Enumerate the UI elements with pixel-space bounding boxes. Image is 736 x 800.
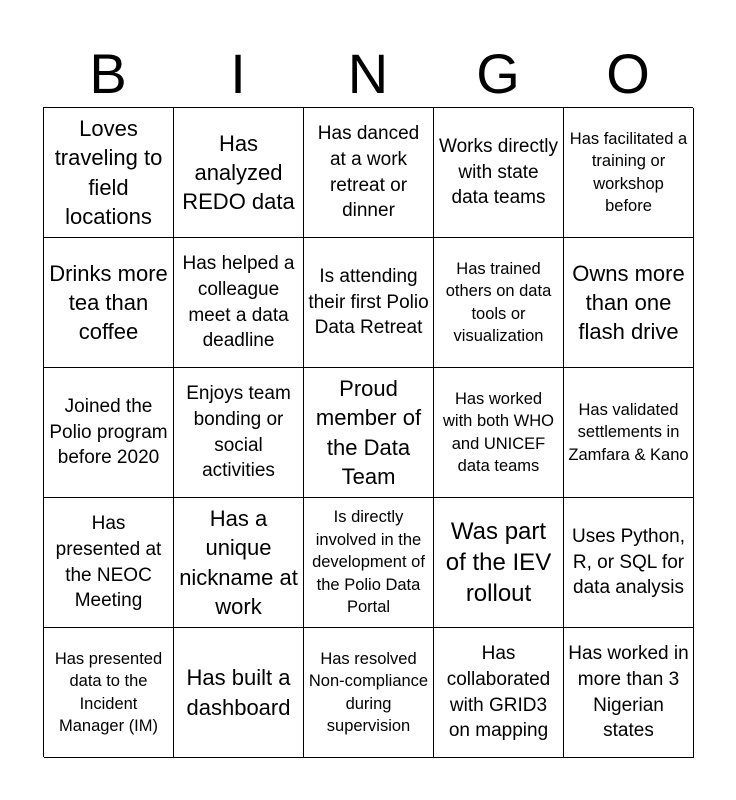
bingo-cell-r1-c2[interactable]	[174, 108, 304, 238]
bingo-board	[43, 107, 693, 757]
cell-text: Has facilitated a training or workshop before	[569, 129, 688, 215]
bingo-cell-r2-c3[interactable]	[304, 238, 434, 368]
cell-text: Proud member of the Data Team	[315, 376, 422, 489]
cell-text: Has trained others on data tools or visualization	[445, 259, 552, 345]
bingo-cell-r2-c1[interactable]	[44, 238, 174, 368]
bingo-cell-r2-c4[interactable]	[434, 238, 564, 368]
bingo-cell-r3-c1[interactable]	[44, 368, 174, 498]
cell-text: Was part of the IEV rollout	[445, 517, 552, 608]
bingo-cell-r1-c4[interactable]	[434, 108, 564, 238]
header-letter-o: O	[606, 42, 650, 105]
cell-text: Has presented data to the Incident Manager (IM)	[54, 649, 163, 735]
bingo-cell-r4-c3[interactable]	[304, 498, 434, 628]
cell-text: Loves traveling to field locations	[54, 116, 163, 229]
bingo-cell-r3-c2[interactable]	[174, 368, 304, 498]
header-letter-g: G	[476, 42, 520, 105]
bingo-cell-r5-c3[interactable]	[304, 628, 434, 758]
bingo-header	[43, 40, 693, 108]
cell-text: Uses Python, R, or SQL for data analysis	[572, 525, 685, 599]
cell-text: Joined the Polio program before 2020	[49, 395, 168, 469]
cell-text: Is directly involved in the development of the Polio Data Portal	[312, 508, 425, 617]
bingo-cell-r2-c2[interactable]	[174, 238, 304, 368]
cell-text: Has validated settlements in Zamfara & Kano	[568, 400, 689, 464]
bingo-cell-r5-c2[interactable]	[174, 628, 304, 758]
bingo-cell-r5-c4[interactable]	[434, 628, 564, 758]
cell-text: Drinks more tea than coffee	[49, 260, 168, 345]
cell-text: Has analyzed REDO data	[182, 130, 295, 215]
cell-text: Has resolved Non-compliance during supervision	[308, 649, 429, 735]
bingo-cell-r5-c1[interactable]	[44, 628, 174, 758]
bingo-cell-r4-c4[interactable]	[434, 498, 564, 628]
cell-text: Works directly with state data teams	[439, 135, 558, 209]
cell-text: Has built a dashboard	[186, 665, 291, 720]
cell-text: Has worked in more than 3 Nigerian states	[568, 642, 689, 742]
bingo-cell-r5-c5[interactable]	[564, 628, 694, 758]
cell-text: Has worked with both WHO and UNICEF data teams	[443, 389, 554, 475]
cell-text: Has collaborated with GRID3 on mapping	[446, 642, 551, 742]
cell-text: Has a unique nickname at work	[179, 506, 298, 619]
cell-text: Is attending their first Polio Data Retreat	[308, 265, 429, 339]
header-letter-n: N	[347, 42, 389, 105]
bingo-cell-r4-c1[interactable]	[44, 498, 174, 628]
bingo-cell-r3-c4[interactable]	[434, 368, 564, 498]
bingo-cell-r4-c5[interactable]	[564, 498, 694, 628]
bingo-cell-r2-c5[interactable]	[564, 238, 694, 368]
bingo-cell-r3-c5[interactable]	[564, 368, 694, 498]
bingo-cell-r4-c2[interactable]	[174, 498, 304, 628]
cell-text: Has danced at a work retreat or dinner	[317, 122, 420, 222]
cell-text: Has presented at the NEOC Meeting	[55, 512, 162, 612]
header-letter-i: I	[230, 42, 246, 105]
bingo-cell-r1-c5[interactable]	[564, 108, 694, 238]
header-letter-b: B	[89, 42, 127, 105]
bingo-cell-r3-c3[interactable]	[304, 368, 434, 498]
cell-text: Has helped a colleague meet a data deadline	[182, 252, 295, 352]
bingo-cell-r1-c1[interactable]	[44, 108, 174, 238]
bingo-cell-r1-c3[interactable]	[304, 108, 434, 238]
cell-text: Enjoys team bonding or social activities	[186, 382, 291, 482]
cell-text: Owns more than one flash drive	[572, 260, 685, 345]
